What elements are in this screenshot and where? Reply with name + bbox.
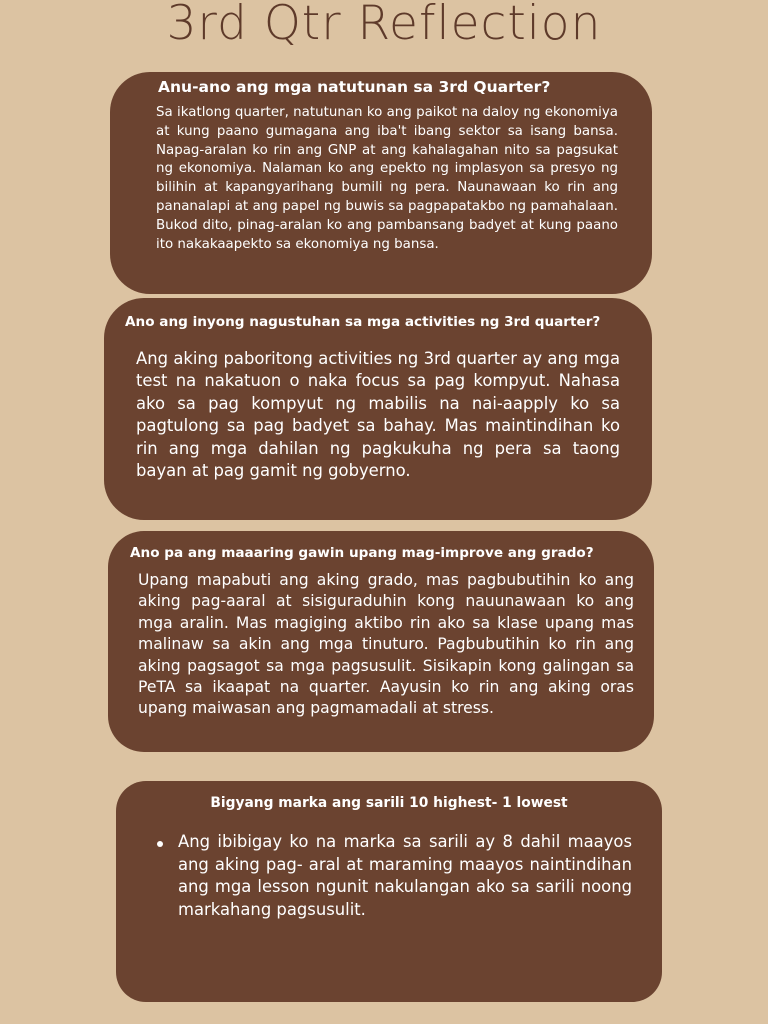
card-answer: Sa ikatlong quarter, natutunan ko ang paikot na daloy ng ekonomiya at kung paano gumagana ang iba't ibang sektor sa isang bansa. Napag-aralan ko rin ang GNP at ang kahalagahan nito sa pagsukat ng ekonomiya. Nalaman ko ang epekto ng implasyon sa presyo ng bilihin at kapangyarihang bumili ng pera. Naunawaan ko rin ang pananalapi at ang papel ng buwis sa pagpapatakbo ng pamahalaan. Bukod dito, pinag-aralan ko ang pambansang badyet at kung paano ito nakakaapekto sa ekonomiya ng bansa. xyxy=(156,105,618,252)
page-title: 3rd Qtr Reflection xyxy=(166,0,602,51)
card-question: Ano pa ang maaaring gawin upang mag-improve ang grado? xyxy=(130,545,594,561)
card-answer: Ang aking paboritong activities ng 3rd quarter ay ang mga test na nakatuon o naka focus sa pag kompyut. Nahasa ako sa pag kompyut ng mabilis na nai-aapply ko sa pagtulong sa pag badyet sa bahay. Mas maintindihan ko rin ang mga dahilan ng pagkukuha ng pera sa taong bayan at pag gamit ng gobyerno. xyxy=(136,349,620,481)
reflection-card-learnings xyxy=(110,72,652,294)
card-answer: Ang ibibigay ko na marka sa sarili ay 8 dahil maayos ang aking pag- aral at maraming maayos naintindihan ang mga lesson ngunit nakulangan ako sa sarili noong markahang pagsusulit. xyxy=(178,832,632,919)
card-question: Anu-ano ang mga natutunan sa 3rd Quarter? xyxy=(158,78,551,96)
reflection-card-self-grade xyxy=(116,781,662,1002)
bullet-list xyxy=(154,831,632,921)
list-item xyxy=(154,831,632,921)
card-question: Bigyang marka ang sarili 10 highest- 1 lowest xyxy=(210,795,568,811)
reflection-card-favorite-activities xyxy=(104,298,652,520)
card-question: Ano ang inyong nagustuhan sa mga activities ng 3rd quarter? xyxy=(125,314,601,330)
bullet-icon xyxy=(157,841,163,847)
reflection-card-improvement xyxy=(108,531,654,752)
card-answer: Upang mapabuti ang aking grado, mas pagbubutihin ko ang aking pag-aaral at sisiguraduhin kong nauunawaan ko ang mga aralin. Mas magiging aktibo rin ako sa klase upang mas malinaw sa akin ang mga tinuturo. Pagbubutihin ko rin ang aking pagsagot sa mga pagsusulit. Sisikapin kong galingan sa PeTA sa ikaapat na quarter. Aayusin ko rin ang aking oras upang maiwasan ang pagmamadali at stress. xyxy=(138,571,634,718)
